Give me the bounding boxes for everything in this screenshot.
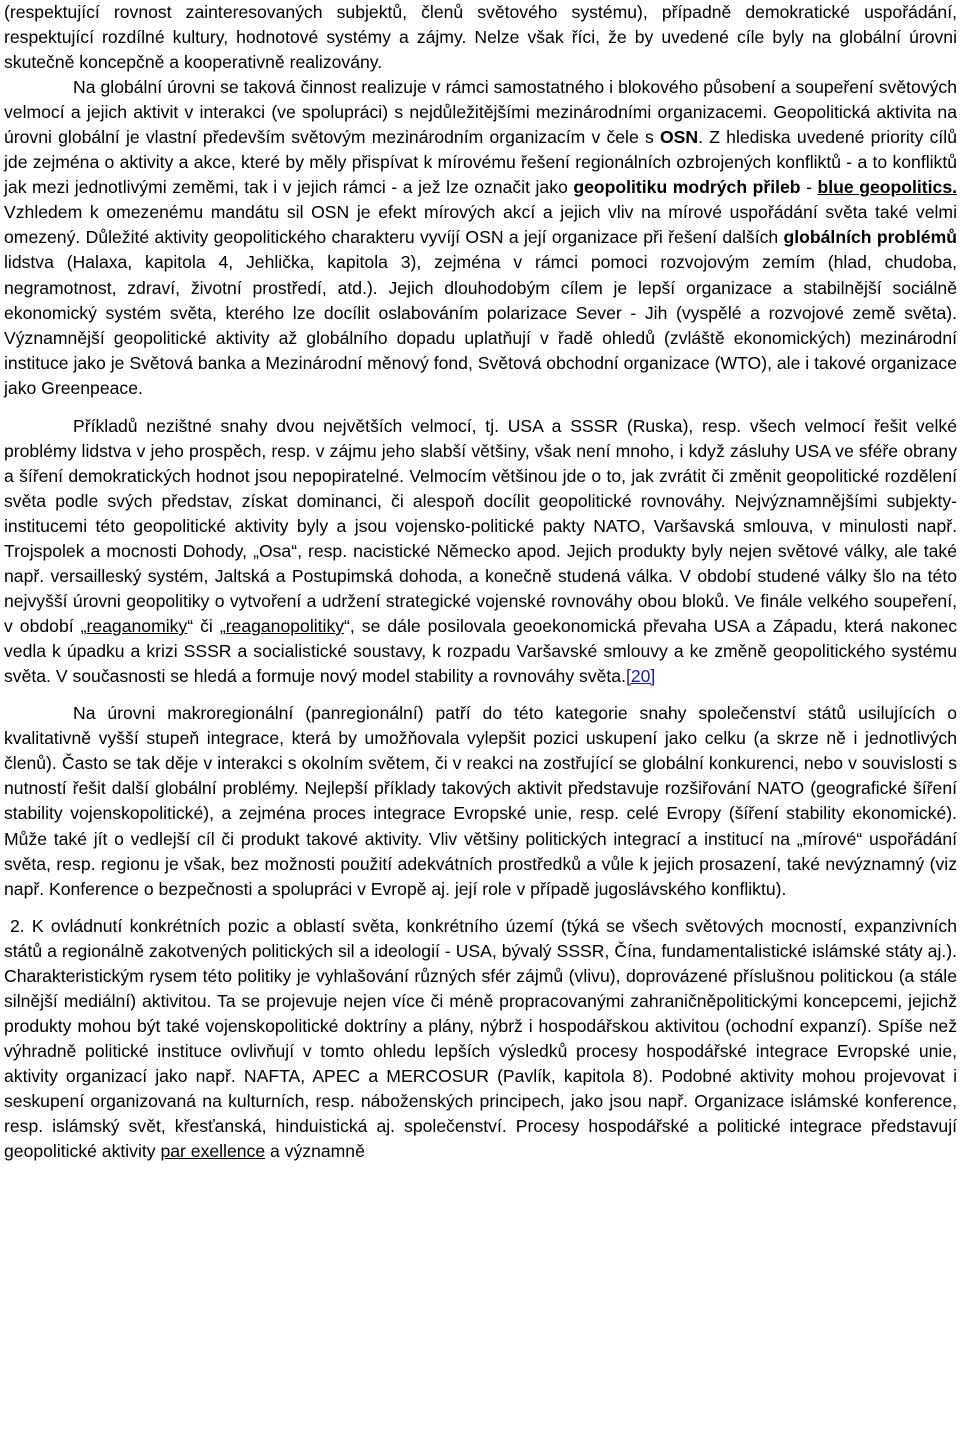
paragraph-text: “, se dále posilovala geoekonomická převaha USA a Západu, která nakonec vedla k úpadku a krizi SSSR a socialistické soustavy, k rozpadu Varšavské smlouvy a ke změně geopolitického systému světa. V současnosti se hledá a formuje nový model stability a rovnováhy světa. (4, 616, 957, 687)
paragraph-text: Na globální úrovni se taková činnost realizuje v rámci samostatného i blokového působení a soupeření světových velmocí a jejich aktivit v interakci (ve spolupráci) s nejdůležitějšími mezinárodními organizacemi. Geopolitická aktivita na úrovni globální je vlastní především světovým mezinárodním organizacím v čele s (4, 77, 957, 148)
bold-term-blue-geopolitics: blue geopolitics. (817, 177, 957, 198)
paragraph-continuation (4, 0, 957, 75)
paragraph-text: 2. K ovládnutí konkrétních pozic a oblastí světa, konkrétního území (týká se všech světových mocností, expanzivních států a regionálně zakotvených politických sil a ideologií - USA, bývalý SSSR, Čína, fundamentalistické islámské státy aj.). Charakteristickým rysem této politiky je vyhlašování různých sfér zájmů (vlivu), doprovázené příslušnou politickou (a stále silnější mediální) aktivitou. Ta se projevuje nejen více či méně propracovanými zahraničněpolitickými koncepcemi, jejichž produkty mohou být také vojenskopolitické doktríny a plány, nýbrž i hospodářskou aktivitou (ochodní expanzí). Spíše než výhradně politické instituce ovlivňují v tomto ohledu lepších výsledků procesy hospodářské integrace Evropské unie, aktivity organizací jako např. NAFTA, APEC a MERCOSUR (Pavlík, kapitola 8). Podobné aktivity mohou projevovat i seskupení organizovaná na kulturních, resp. náboženských principech, jako jsou např. Organizace islámské konference, resp. islámský svět, křesťanská, hinduistická aj. společenství. Procesy hospodářské a politické integrace představují geopolitické aktivity (4, 915, 957, 1162)
paragraph-numbered-2 (4, 914, 957, 1164)
underlined-term-reaganomics: reaganomiky (86, 616, 188, 637)
footnote-link-20[interactable]: [20] (625, 666, 656, 687)
paragraph-global-level (4, 75, 957, 401)
paragraph-text: “ či „ (187, 616, 226, 637)
bold-term-blue-helmets: geopolitiku modrých přileb (573, 177, 801, 198)
underlined-term-par-exellence: par exellence (160, 1141, 266, 1162)
document-page (4, 0, 957, 1164)
paragraph-text: . Z hlediska uvedené priority cílů jde zejména o aktivity a akce, které by měly přispívat k mírovému řešení regionálních ozbrojených konfliktů - a to konfliktů jak mezi jednotlivými zeměmi, tak i v jejich rámci - a jež lze označit jako (4, 127, 957, 198)
paragraph-text: Vzhledem k omezenému mandátu sil OSN je efekt mírových akcí a jejich vliv na mírové uspořádání světa také velmi omezený. Důležité aktivity geopolitického charakteru vyvíjí OSN a její organizace při řešení dalších (4, 202, 957, 248)
paragraph-text: Na úrovni makroregionální (panregionální) patří do této kategorie snahy společenství států usilujících o kvalitativně vyšší stupeň integrace, která by umožňovala vylepšit pozici uskupení jako celku (a skrze ně i jednotlivých členů). Často se tak děje v interakci s okolním světem, či v reakci na zostřující se globální konkurenci, nebo v souvislosti s nutností řešit další globální problémy. Nejlepší příklady takových aktivit představuje rozšiřování NATO (geografické šíření stability vojenskopolitické), a zejména proces integrace Evropské unie, resp. celé Evropy (šíření stability ekonomické). Může také jít o vedlejší cíl či produkt takové aktivity. Vliv většiny politických integrací a institucí na „mírové“ uspořádání světa, resp. regionu je však, bez možnosti použití adekvátních prostředků a vůle k jejich prosazení, také nevýznamný (viz např. Konference o bezpečnosti a spolupráci v Evropě aj. její role v případě jugoslávského konfliktu). (4, 703, 957, 899)
bold-term-global-problems: globálních problémů (783, 227, 957, 248)
paragraph-text: Příkladů nezištné snahy dvou největších velmocí, tj. USA a SSSR (Ruska), resp. všech velmocí řešit velké problémy lidstva v jeho prospěch, resp. v zájmu jeho slabší většiny, však není mnoho, i když zásluhy USA ve sféře obrany a šíření demokratických hodnot jsou nepopiratelné. Velmocím většinou jde o to, jak zvrátit či změnit geopolitické rozdělení světa podle svých představ, získat dominanci, či alespoň docílit geopolitické rovnováhy. Nejvýznamnějšími subjekty-institucemi této geopolitické aktivity byly a jsou vojensko-politické pakty NATO, Varšavská smlouva, v minulosti např. Trojspolek a mocnosti Dohody, „Osa“, resp. nacistické Německo apod. Jejich produkty byly nejen světové války, ale také např. versailleský systém, Jaltská a Postupimská dohoda, a konečně studená válka. V období studené války šlo na této nejvyšší úrovni geopolitiky o vytvoření a udržení strategické vojenské rovnováhy obou bloků. Ve finále velkého soupeření, v období „ (4, 415, 957, 637)
bold-term-osn: OSN (659, 127, 699, 148)
paragraph-text: - (800, 177, 818, 198)
paragraph-macroregional (4, 701, 957, 901)
underlined-term-reaganopolitics: reaganopolitiky (225, 616, 345, 637)
paragraph-text: (respektující rovnost zainteresovaných subjektů, členů světového systému), případně demokratické uspořádání, respektující rozdílné kultury, hodnotové systémy a zájmy. Nelze však říci, že by uvedené cíle byly na globální úrovni skutečně koncepčně a kooperativně realizovány. (4, 2, 957, 73)
paragraph-superpowers (4, 414, 957, 690)
paragraph-text: a významně (265, 1141, 365, 1162)
paragraph-text: lidstva (Halaxa, kapitola 4, Jehlička, kapitola 3), zejména v rámci pomoci rozvojovým zemím (hlad, chudoba, negramotnost, zdraví, životní prostředí, atd.). Jejich dlouhodobým cílem je lepší organizace a stabilnější sociálně ekonomický systém světa, kterého lze docílit oslabováním polarizace Sever - Jih (vyspělé a rozvojové země světa). Významnější geopolitické aktivity až globálního dopadu uplatňují v řadě ohledů (zvláště ekonomických) mezinárodní instituce jako je Světová banka a Mezinárodní měnový fond, Světová obchodní organizace (WTO), ale i takové organizace jako Greenpeace. (4, 252, 957, 398)
